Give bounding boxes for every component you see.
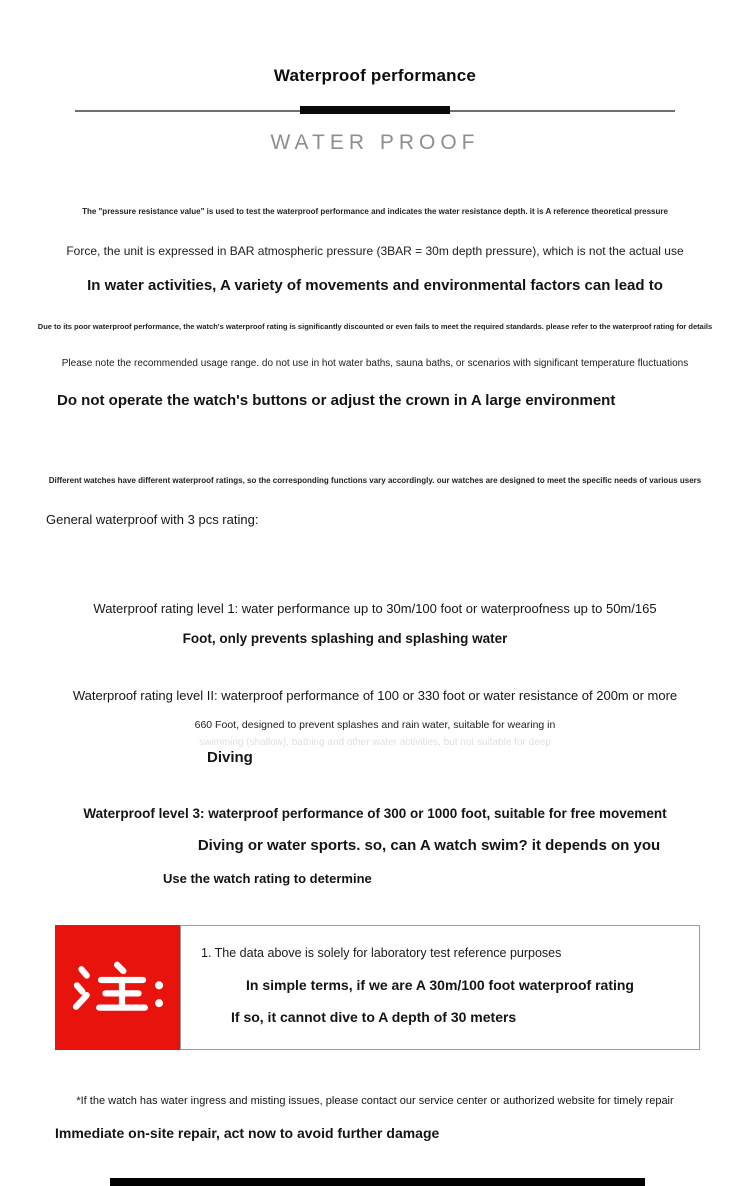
- level3-line3: Use the watch rating to determine: [163, 871, 372, 886]
- water-activities-line: In water activities, A variety of movements and environmental factors can lead to: [87, 277, 663, 294]
- note-badge: [55, 925, 180, 1050]
- level2-diving-word: Diving: [207, 749, 253, 766]
- bar-pressure-line: Force, the unit is expressed in BAR atmospheric pressure (3BAR = 30m depth pressure), which is not the actual use: [66, 244, 684, 258]
- rating-discount-note: Due to its poor waterproof performance, the watch's waterproof rating is significantly discounted or even fails to meet the required standards. please refer to the waterproof rating for details: [37, 322, 713, 331]
- level1-line2: Foot, only prevents splashing and splashing water: [182, 631, 508, 646]
- ratings-heading: General waterproof with 3 pcs rating:: [46, 512, 259, 527]
- pressure-definition-note: The "pressure resistance value" is used to test the waterproof performance and indicates the water resistance depth. it is A reference theoretical pressure: [82, 207, 668, 216]
- usage-range-note: Please note the recommended usage range. do not use in hot water baths, sauna baths, or scenarios with significant temperature fluctuations: [61, 358, 689, 369]
- level1-line1: Waterproof rating level 1: water performance up to 30m/100 foot or waterproofness up to 50m/165: [93, 601, 657, 616]
- note-line-2: In simple terms, if we are A 30m/100 foot waterproof rating: [246, 977, 634, 993]
- level3-line1: Waterproof level 3: waterproof performance of 300 or 1000 foot, suitable for free movement: [83, 806, 667, 821]
- service-contact-line: *If the watch has water ingress and misting issues, please contact our service center or authorized website for timely repair: [76, 1095, 674, 1107]
- title-divider-accent: [300, 106, 450, 114]
- ratings-intro-note: Different watches have different waterproof ratings, so the corresponding functions vary accordingly. our watches are designed to meet the specific needs of various users: [48, 476, 702, 485]
- section-subtitle: WATER PROOF: [270, 131, 480, 154]
- page-title: Waterproof performance: [273, 66, 477, 85]
- repair-cta-line: Immediate on-site repair, act now to avoid further damage: [55, 1125, 440, 1141]
- level2-faint-line: swimming (shallow), bathing and other water activities, but not suitable for deep: [199, 737, 551, 748]
- note-line-1: 1. The data above is solely for laboratory test reference purposes: [201, 946, 562, 960]
- level2-line2: 660 Foot, designed to prevent splashes and rain water, suitable for wearing in: [194, 719, 556, 731]
- note-line-3: If so, it cannot dive to A depth of 30 meters: [231, 1009, 517, 1025]
- level3-line2: Diving or water sports. so, can A watch swim? it depends on you: [197, 837, 661, 854]
- level2-line1: Waterproof rating level II: waterproof performance of 100 or 330 foot or water resistance of 200m or more: [72, 688, 678, 703]
- bottom-section-divider: [110, 1178, 645, 1186]
- crown-warning-line: Do not operate the watch's buttons or adjust the crown in A large environment: [57, 392, 616, 409]
- note-panel: [180, 925, 700, 1050]
- note-cjk-glyph: [68, 961, 168, 1015]
